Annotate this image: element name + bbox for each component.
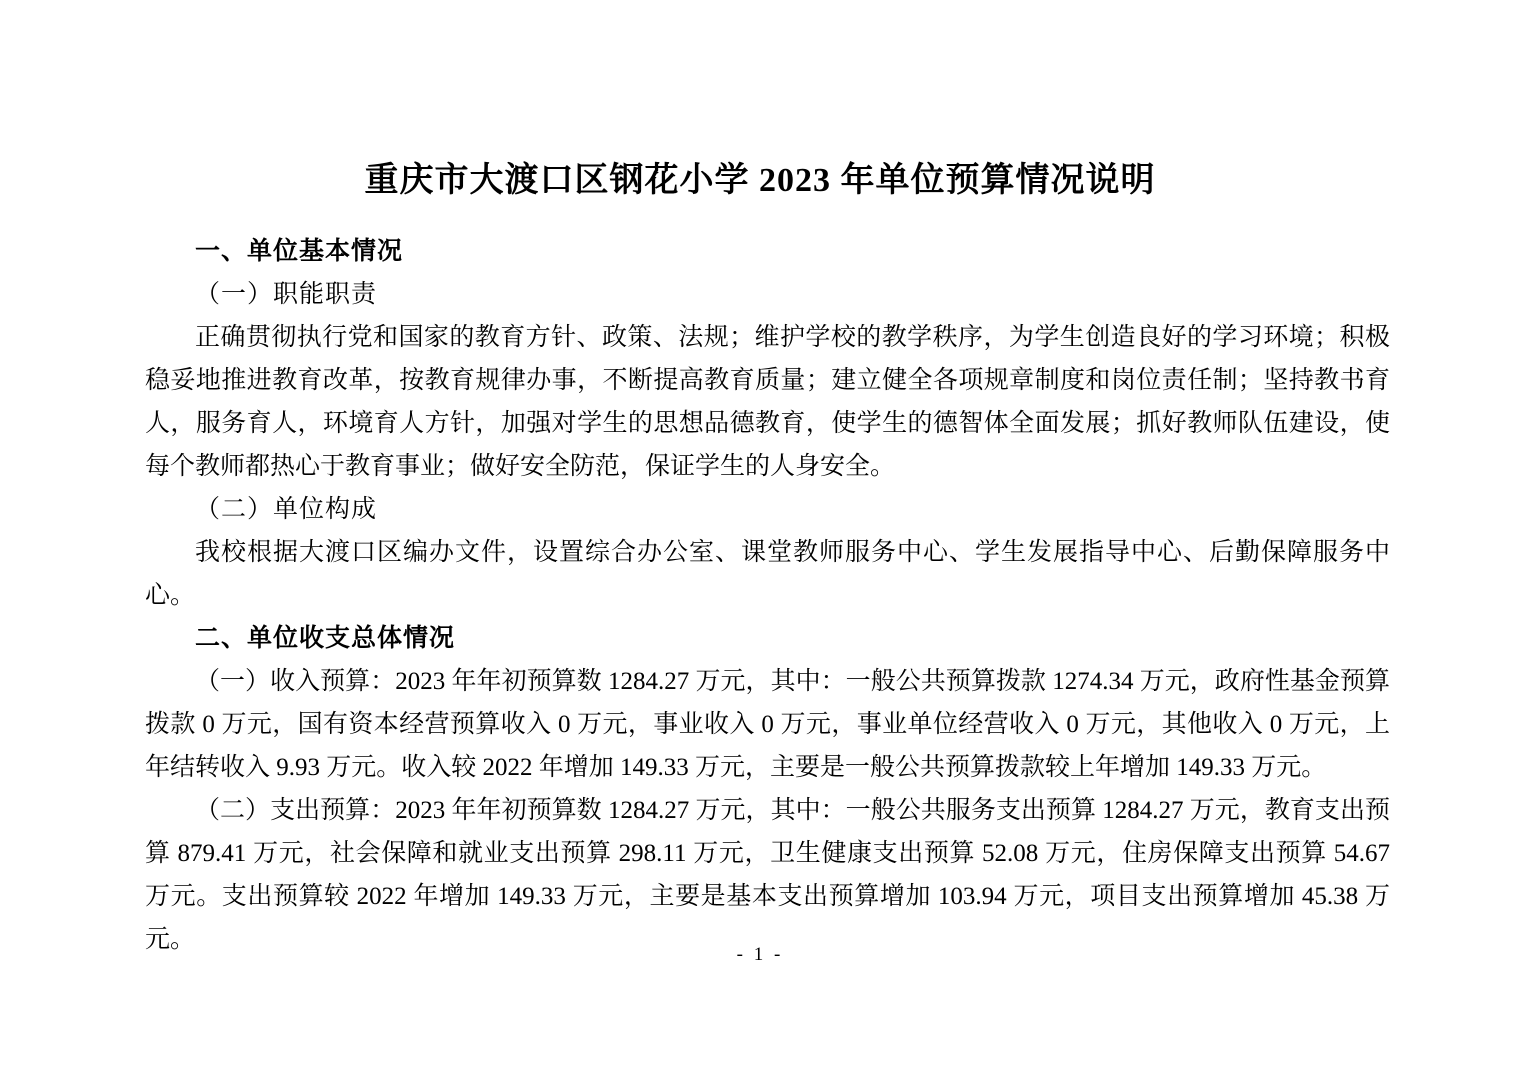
section-1-heading: 一、单位基本情况 bbox=[195, 237, 404, 265]
paragraph-duties: 正确贯彻执行党和国家的教育方针、政策、法规；维护学校的教学秩序，为学生创造良好的学习环境；积极稳妥地推进教育改革，按教育规律办事，不断提高教育质量；建立健全各项规章制度和岗位责任制；坚持教书育人，服务育人，环境育人方针，加强对学生的思想品德教育，使学生的德智体全面发展；抓好教师队伍建设，使每个教师都热心于教育事业；做好安全防范，保证学生的人身安全。 bbox=[145, 324, 1390, 480]
document-body bbox=[145, 230, 1390, 961]
section-2-heading: 二、单位收支总体情况 bbox=[195, 624, 456, 652]
subsection-1-1-heading: （一）职能职责 bbox=[195, 281, 378, 308]
paragraph-expenditure-budget: （二）支出预算：2023 年年初预算数 1284.27 万元，其中：一般公共服务支出预算 1284.27 万元，教育支出预算 879.41 万元，社会保障和就业支出预算 298.11 万元，卫生健康支出预算 52.08 万元，住房保障支出预算 54.67 万元。支出预算较 2022 年增加 149.33 万元，主要是基本支出预算增加 103.94 万元，项目支出预算增加 45.38 万元。 bbox=[145, 797, 1390, 953]
document-title: 重庆市大渡口区钢花小学 2023 年单位预算情况说明 bbox=[364, 161, 1156, 199]
subsection-1-2-heading: （二）单位构成 bbox=[195, 496, 378, 523]
paragraph-composition: 我校根据大渡口区编办文件，设置综合办公室、课堂教师服务中心、学生发展指导中心、后勤保障服务中心。 bbox=[145, 539, 1390, 609]
paragraph-revenue-budget: （一）收入预算：2023 年年初预算数 1284.27 万元，其中：一般公共预算拨款 1274.34 万元，政府性基金预算拨款 0 万元，国有资本经营预算收入 0 万元，事业收入 0 万元，事业单位经营收入 0 万元，其他收入 0 万元，上年结转收入 9.93 万元。收入较 2022 年增加 149.33 万元，主要是一般公共预算拨款较上年增加 149.33 万元。 bbox=[145, 668, 1390, 781]
page-number: - 1 - bbox=[736, 944, 784, 965]
